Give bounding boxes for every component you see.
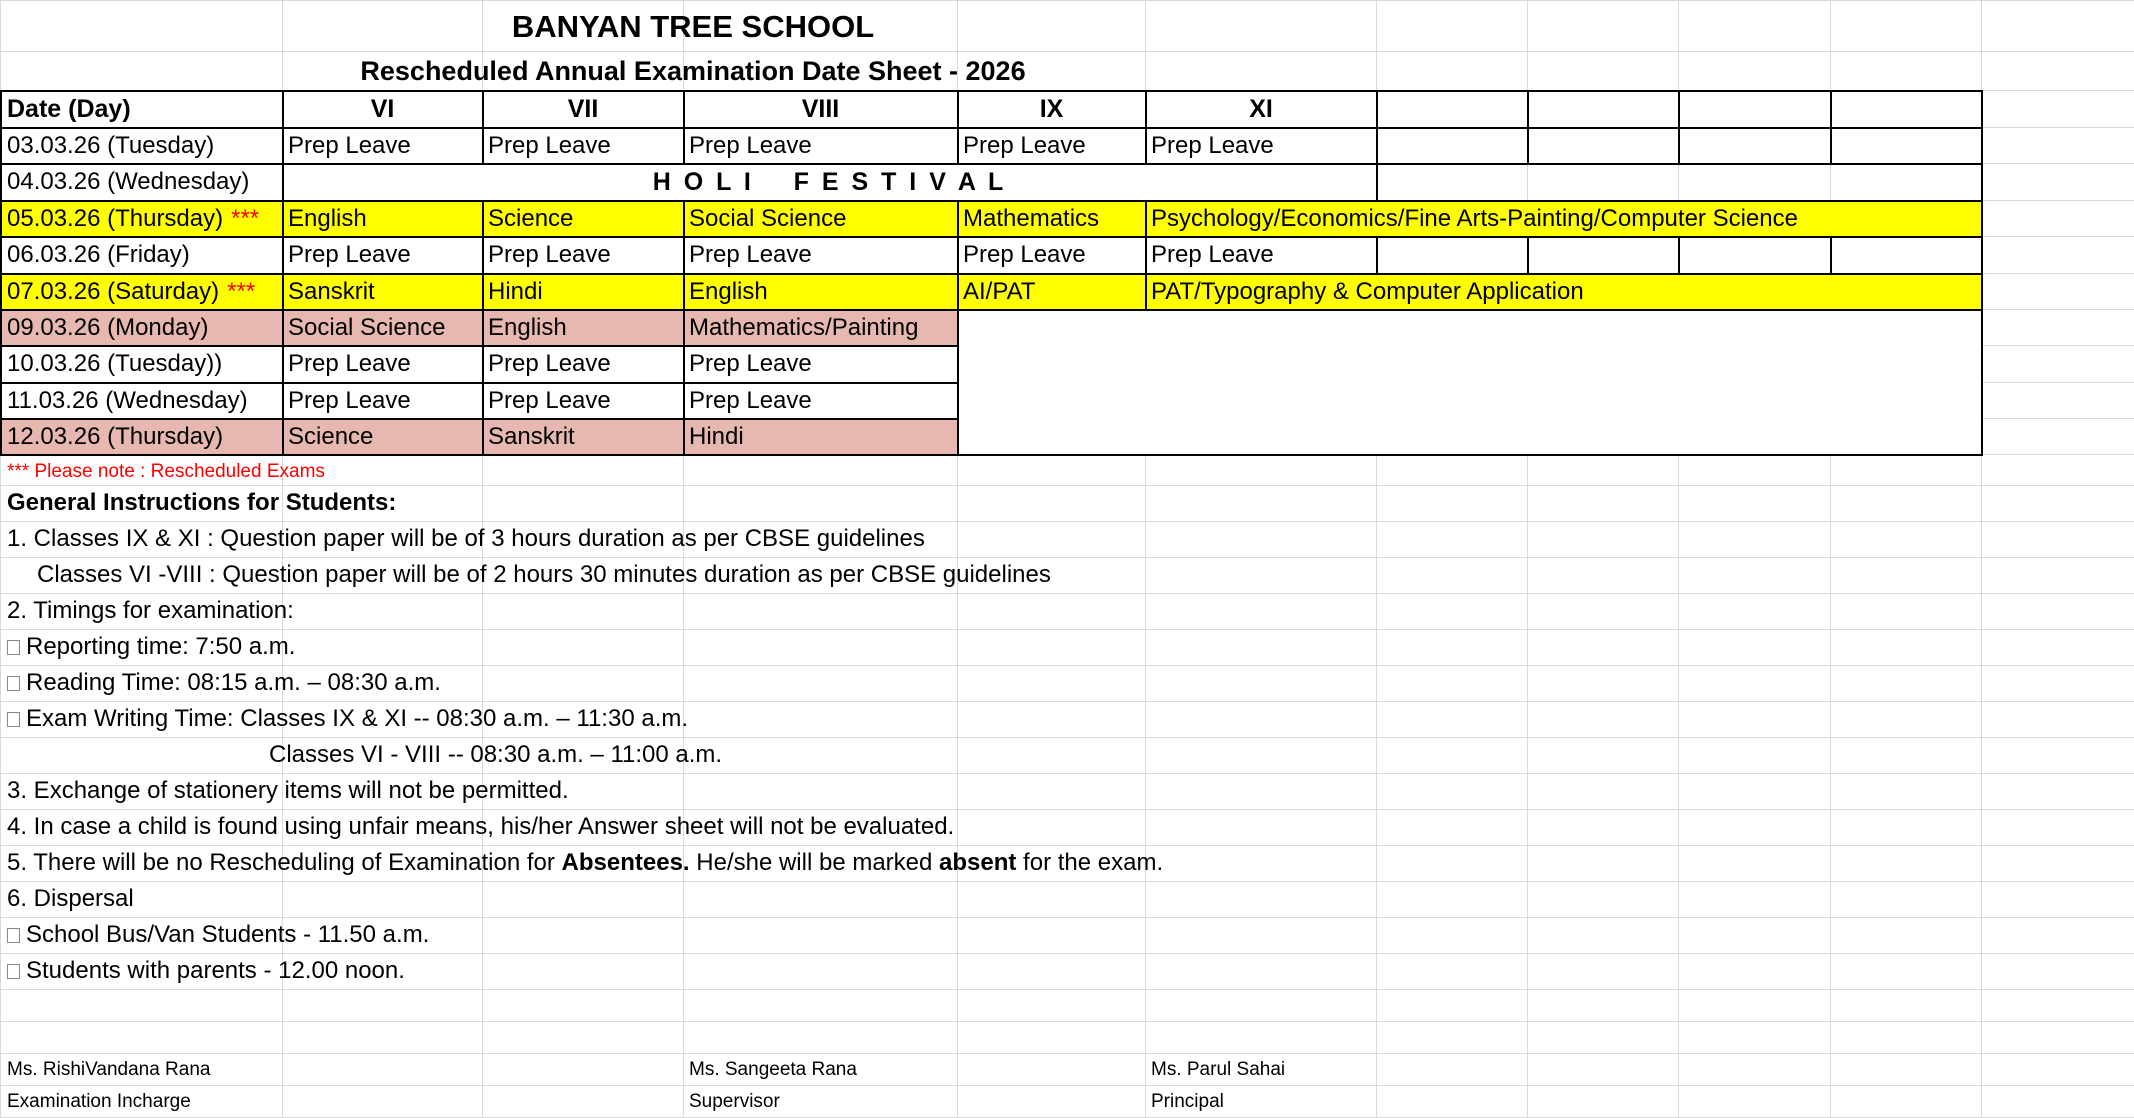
- subject-cell-viii: Prep Leave: [689, 350, 812, 377]
- subject-cell-viii: English: [689, 277, 768, 305]
- grid-vline: [1527, 0, 1528, 1117]
- signature-name-principal: Ms. Parul Sahai: [1151, 1058, 1286, 1080]
- instruction-5-absentees: Absentees.: [561, 849, 690, 876]
- subject-cell-xi: PAT/Typography & Computer Application: [1151, 277, 1584, 305]
- date-text: 10.03.26 (Tuesday)): [7, 350, 223, 377]
- date-text: 06.03.26 (Friday): [7, 241, 190, 268]
- date-text: 11.03.26 (Wednesday): [7, 386, 248, 414]
- grid-vline: [1830, 0, 1831, 1117]
- subject-cell-ix: AI/PAT: [963, 277, 1036, 305]
- instructions-heading: General Instructions for Students:: [7, 489, 397, 516]
- subject-cell-viii: Prep Leave: [689, 131, 812, 159]
- date-cell: [2, 274, 282, 309]
- date-cell: [2, 164, 282, 200]
- grid-hline: [0, 1021, 2134, 1022]
- subject-cell-vi: Sanskrit: [288, 277, 375, 305]
- header-vi: VI: [370, 94, 395, 123]
- grid-vline: [1678, 0, 1679, 1117]
- instruction-5-part-e: for the exam.: [1016, 849, 1164, 876]
- subject-cell-xi: Psychology/Economics/Fine Arts-Painting/Computer Science: [1151, 204, 1798, 232]
- instruction-1: 1. Classes IX & XI : Question paper will be of 3 hours duration as per CBSE guidelines: [7, 525, 925, 552]
- grid-hline: [0, 485, 2134, 486]
- instruction-reading: [2, 666, 902, 700]
- bus-text: School Bus/Van Students - 11.50 a.m.: [26, 921, 430, 948]
- date-text: 04.03.26 (Wednesday): [7, 168, 250, 195]
- bullet-icon: [7, 676, 20, 691]
- date-text: 03.03.26 (Tuesday): [7, 131, 215, 159]
- table-white-area: [957, 309, 1981, 454]
- subject-cell-vi: Social Science: [288, 313, 446, 341]
- bullet-icon: [7, 640, 20, 655]
- date-cell: [2, 128, 282, 163]
- writing-text: Exam Writing Time: Classes IX & XI -- 08:30 a.m. – 11:30 a.m.: [26, 705, 689, 732]
- subject-cell-vii: Prep Leave: [488, 350, 611, 377]
- subject-cell-vii: Science: [488, 204, 574, 232]
- subject-cell-vi: Prep Leave: [288, 131, 411, 159]
- header-vii: VII: [567, 94, 599, 123]
- date-text: 07.03.26 (Saturday): [7, 277, 220, 305]
- subject-cell-vii: Prep Leave: [488, 241, 611, 268]
- subject-cell-vii: Sanskrit: [488, 422, 575, 450]
- subject-cell-viii: Prep Leave: [689, 241, 812, 268]
- bullet-icon: [7, 964, 20, 979]
- parents-text: Students with parents - 12.00 noon.: [26, 957, 405, 984]
- instruction-writing-2: Classes VI - VIII -- 08:30 a.m. – 11:00 a.m.: [269, 741, 723, 768]
- bullet-icon: [7, 928, 20, 943]
- subject-cell-vi: English: [288, 204, 367, 232]
- instruction-reporting: [2, 630, 902, 664]
- header-ix: IX: [1039, 94, 1064, 123]
- instruction-5: [2, 846, 1402, 880]
- header-xi: XI: [1249, 94, 1273, 123]
- subject-cell-viii: Prep Leave: [689, 386, 812, 414]
- signature-role-incharge: Examination Incharge: [7, 1090, 191, 1112]
- signature-name-incharge: Ms. RishiVandana Rana: [7, 1058, 211, 1080]
- header-viii: VIII: [801, 94, 840, 123]
- instruction-bus: [2, 918, 902, 952]
- signature-name-supervisor: Ms. Sangeeta Rana: [689, 1058, 857, 1080]
- subject-cell-vii: Prep Leave: [488, 131, 611, 159]
- grid-hline: [0, 0, 2134, 1]
- date-cell: [2, 201, 282, 236]
- subject-cell-vi: Science: [288, 422, 374, 450]
- reschedule-flag: ***: [231, 204, 260, 232]
- instruction-5-absent: absent: [939, 849, 1017, 876]
- date-cell: [2, 383, 282, 418]
- subject-cell-vii: Hindi: [488, 277, 543, 305]
- instruction-1b: Classes VI -VIII : Question paper will be of 2 hours 30 minutes duration as per CBSE guidelines: [37, 561, 1051, 588]
- date-cell: [2, 237, 282, 273]
- instruction-3: 3. Exchange of stationery items will not be permitted.: [7, 777, 569, 804]
- instruction-4: 4. In case a child is found using unfair means, his/her Answer sheet will not be evaluated.: [7, 813, 955, 840]
- instruction-6: 6. Dispersal: [7, 885, 134, 912]
- instruction-5-part-c: He/she will be marked: [689, 849, 940, 876]
- subject-cell-ix: Prep Leave: [963, 241, 1086, 268]
- subject-cell-vi: Prep Leave: [288, 386, 411, 414]
- date-cell: [2, 310, 282, 345]
- instruction-parents: [2, 954, 902, 988]
- date-text: 12.03.26 (Thursday): [7, 422, 224, 450]
- instruction-writing: [2, 702, 1102, 736]
- bullet-icon: [7, 712, 20, 727]
- subject-cell-vi: Prep Leave: [288, 350, 411, 377]
- subject-cell-vii: Prep Leave: [488, 386, 611, 414]
- date-text: 05.03.26 (Thursday): [7, 204, 224, 232]
- subject-cell-ix: Prep Leave: [963, 131, 1086, 159]
- subject-cell-xi: Prep Leave: [1151, 241, 1274, 268]
- subject-cell-viii: Social Science: [689, 204, 847, 232]
- header-date: Date (Day): [7, 94, 131, 123]
- date-text: 09.03.26 (Monday): [7, 313, 209, 341]
- signature-role-principal: Principal: [1151, 1090, 1224, 1112]
- subject-cell-vi: Prep Leave: [288, 241, 411, 268]
- school-title: BANYAN TREE SCHOOL: [511, 8, 875, 44]
- grid-hline: [0, 989, 2134, 990]
- instruction-5-part-a: 5. There will be no Rescheduling of Examination for: [7, 849, 562, 876]
- subject-cell-viii: Mathematics/Painting: [689, 313, 919, 341]
- border-h: [0, 454, 1983, 456]
- reschedule-note: *** Please note : Rescheduled Exams: [7, 460, 325, 482]
- subject-cell-ix: Mathematics: [963, 204, 1100, 232]
- reschedule-flag: ***: [227, 277, 256, 305]
- holi-festival-cell: H O L I F E S T I V A L: [652, 167, 1007, 196]
- subject-cell-viii: Hindi: [689, 422, 744, 450]
- instruction-2: 2. Timings for examination:: [7, 597, 294, 624]
- sheet-subtitle: Rescheduled Annual Examination Date Sheet - 2026: [360, 55, 1026, 86]
- subject-cell-vii: English: [488, 313, 567, 341]
- reporting-text: Reporting time: 7:50 a.m.: [26, 633, 296, 660]
- date-cell: [2, 346, 282, 382]
- subject-cell-xi: Prep Leave: [1151, 131, 1274, 159]
- reading-text: Reading Time: 08:15 a.m. – 08:30 a.m.: [26, 669, 441, 696]
- signature-role-supervisor: Supervisor: [689, 1090, 780, 1112]
- date-cell: [2, 419, 282, 454]
